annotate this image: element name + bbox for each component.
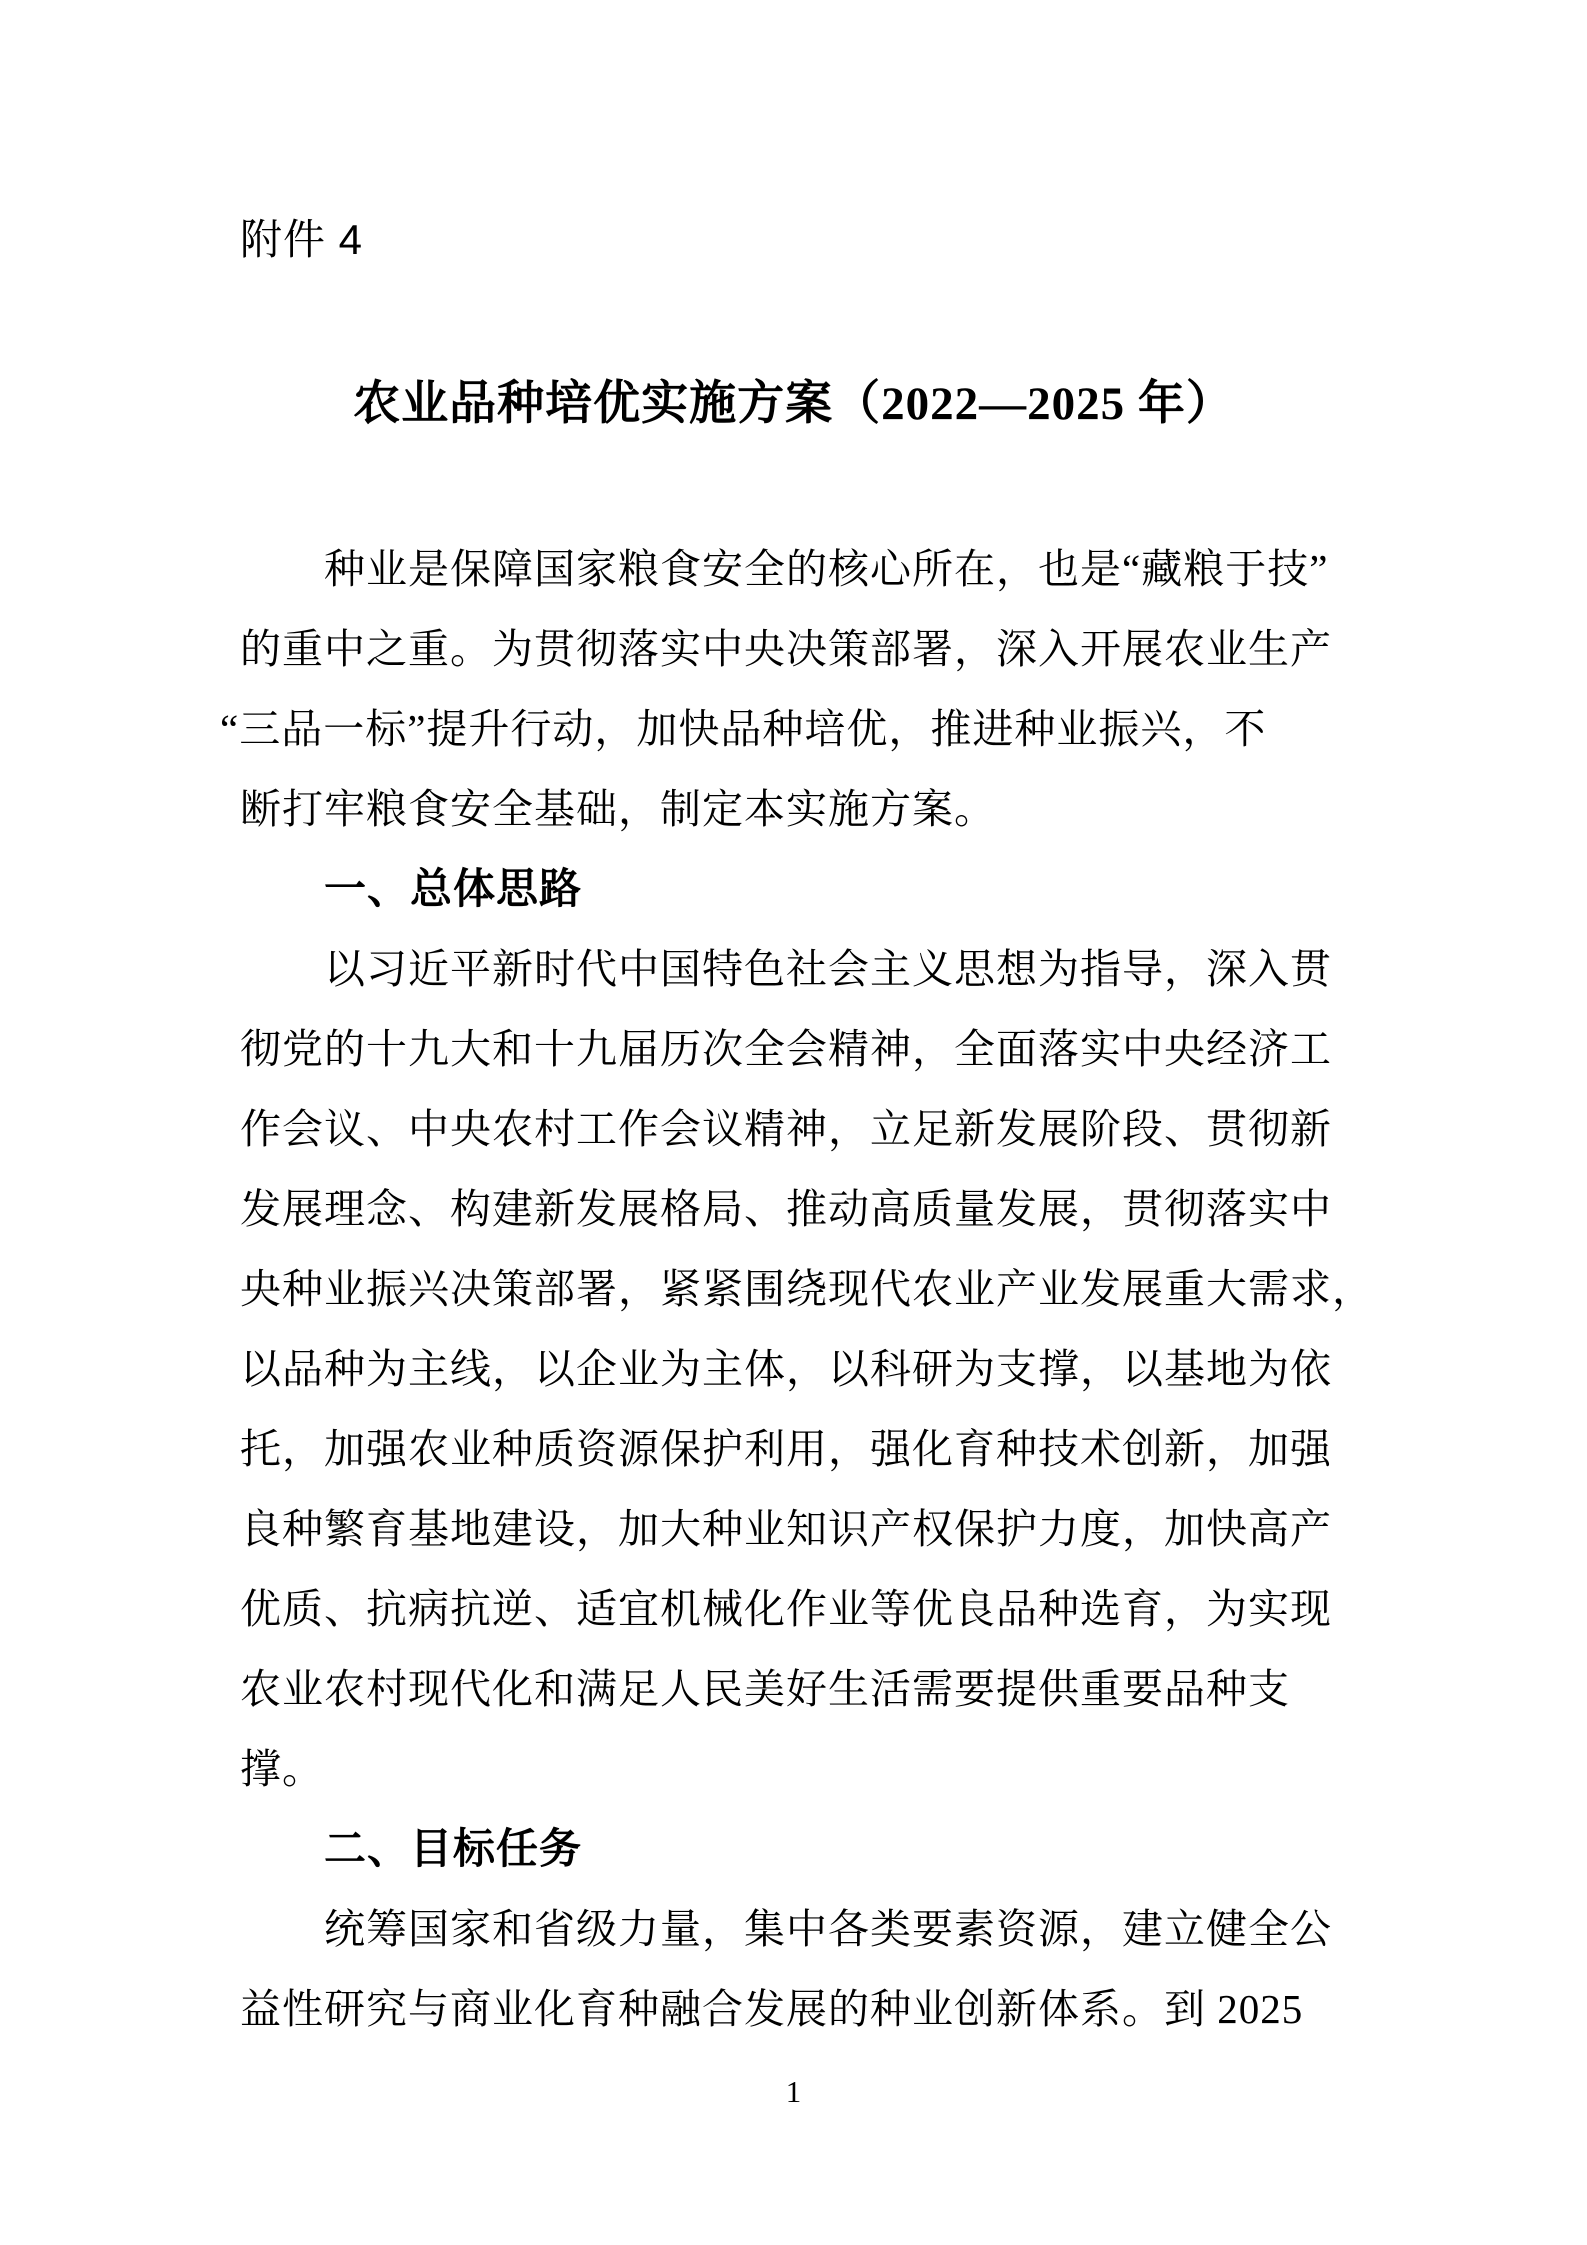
- body-line: 农业农村现代化和满足人民美好生活需要提供重要品种支: [240, 1666, 1290, 1712]
- page-number: 1: [785, 2074, 802, 2109]
- body-line: 统筹国家和省级力量，集中各类要素资源，建立健全公: [324, 1906, 1332, 1952]
- section-heading: 二、目标任务: [324, 1825, 583, 1872]
- body-line: 种业是保障国家粮食安全的核心所在，也是“藏粮于技”: [324, 546, 1329, 592]
- document-body: [220, 529, 1374, 2049]
- body-line: 发展理念、构建新发展格局、推动高质量发展，贯彻落实中: [240, 1186, 1332, 1232]
- body-line: 断打牢粮食安全基础，制定本实施方案。: [240, 786, 996, 832]
- body-line: 撑。: [240, 1746, 324, 1792]
- section-heading: 一、总体思路: [324, 865, 583, 912]
- body-line: 托，加强农业种质资源保护利用，强化育种技术创新，加强: [240, 1426, 1332, 1472]
- body-line: 以品种为主线，以企业为主体，以科研为支撑，以基地为依: [240, 1346, 1332, 1392]
- body-line: 央种业振兴决策部署，紧紧围绕现代农业产业发展重大需求，: [240, 1266, 1374, 1312]
- attachment-label: 附件 4: [240, 216, 364, 263]
- body-line: 以习近平新时代中国特色社会主义思想为指导，深入贯: [324, 946, 1332, 992]
- body-line: 良种繁育基地建设，加大种业知识产权保护力度，加快高产: [240, 1506, 1332, 1552]
- body-line: 的重中之重。为贯彻落实中央决策部署，深入开展农业生产: [240, 626, 1332, 672]
- body-line: “三品一标”提升行动，加快品种培优，推进种业振兴，不: [220, 706, 1267, 752]
- document-title: 农业品种培优实施方案（2022—2025 年）: [353, 378, 1234, 430]
- body-line: 作会议、中央农村工作会议精神，立足新发展阶段、贯彻新: [240, 1106, 1332, 1152]
- body-line: 彻党的十九大和十九届历次全会精神，全面落实中央经济工: [240, 1026, 1332, 1072]
- body-line: 优质、抗病抗逆、适宜机械化作业等优良品种选育，为实现: [240, 1586, 1332, 1632]
- body-line: 益性研究与商业化育种融合发展的种业创新体系。到 2025: [240, 1986, 1304, 2032]
